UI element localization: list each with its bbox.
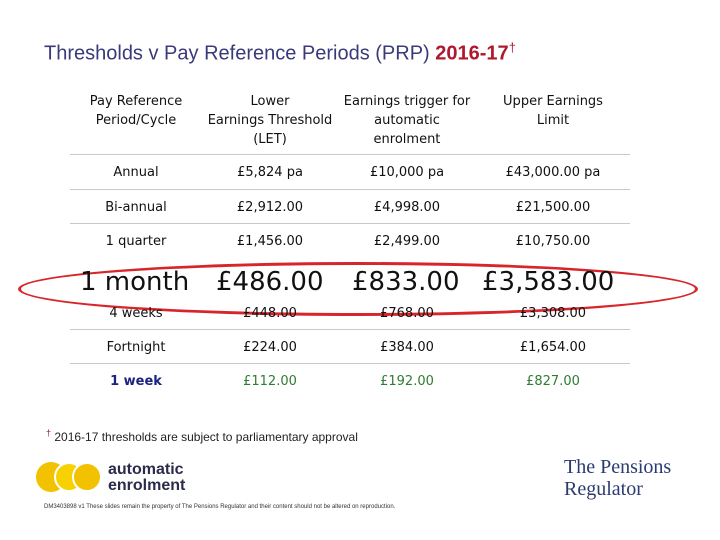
footnote-dagger: † xyxy=(46,428,52,438)
title-year: 2016-17 xyxy=(435,42,509,65)
cell-trigger: £384.00 xyxy=(380,339,434,355)
table-row-week xyxy=(70,364,630,398)
cell-period: 1 quarter xyxy=(105,233,167,249)
footnote xyxy=(46,428,358,444)
cell-let: £2,912.00 xyxy=(236,199,304,215)
cell-uel: £21,500.00 xyxy=(515,199,591,215)
table-row-quarter xyxy=(70,224,630,258)
header-pay-reference: Pay Reference Period/Cycle xyxy=(89,94,183,128)
table-row-bi-annual xyxy=(70,190,630,224)
automatic-enrolment-logo xyxy=(36,460,196,500)
table-row-4-weeks xyxy=(70,296,630,330)
cell-trigger: £2,499.00 xyxy=(373,233,441,249)
logo-text: automatic enrolment xyxy=(108,461,186,494)
cell-period: Annual xyxy=(113,164,159,180)
cell-let: £5,824 pa xyxy=(237,164,303,180)
title-main: Thresholds v Pay Reference Periods (PRP) xyxy=(44,42,436,65)
cell-trigger: £192.00 xyxy=(380,373,434,389)
cell-uel: £827.00 xyxy=(526,373,580,389)
cell-let: £224.00 xyxy=(243,339,297,355)
footnote-text: 2016-17 thresholds are subject to parliamentary approval xyxy=(51,430,358,444)
cell-period: 4 weeks xyxy=(109,305,163,321)
cell-period: 1 month xyxy=(80,266,190,297)
cell-uel: £3,583.00 xyxy=(482,266,615,297)
cell-let: £112.00 xyxy=(243,373,297,389)
cell-uel: £10,750.00 xyxy=(515,233,591,249)
title-dagger: † xyxy=(508,40,516,55)
table-header xyxy=(70,92,630,154)
table-row-fortnight xyxy=(70,330,630,364)
cell-period: Bi-annual xyxy=(105,199,167,215)
cell-trigger: £768.00 xyxy=(380,305,434,321)
cell-uel: £1,654.00 xyxy=(519,339,587,355)
cell-let: £1,456.00 xyxy=(236,233,304,249)
cell-trigger: £4,998.00 xyxy=(373,199,441,215)
header-trigger: Earnings trigger for automatic enrolment xyxy=(343,94,471,147)
header-uel: Upper Earnings Limit xyxy=(503,94,603,128)
table-row-annual xyxy=(70,155,630,189)
cell-let: £486.00 xyxy=(216,266,324,297)
cell-period: Fortnight xyxy=(106,339,166,355)
cell-uel: £43,000.00 pa xyxy=(505,164,601,180)
logo-circle-icon xyxy=(72,462,102,492)
page-title xyxy=(44,40,516,66)
cell-period: 1 week xyxy=(110,373,162,389)
cell-trigger: £10,000 pa xyxy=(369,164,445,180)
cell-trigger: £833.00 xyxy=(352,266,460,297)
legal-notice: DM3403898 v1 These slides remain the property of The Pensions Regulator and their content should not be altered on reproduction. xyxy=(44,504,396,510)
pensions-regulator-logo: The Pensions Regulator xyxy=(564,456,672,500)
cell-let: £448.00 xyxy=(243,305,297,321)
header-let: Lower Earnings Threshold (LET) xyxy=(207,94,333,147)
cell-uel: £3,308.00 xyxy=(519,305,587,321)
